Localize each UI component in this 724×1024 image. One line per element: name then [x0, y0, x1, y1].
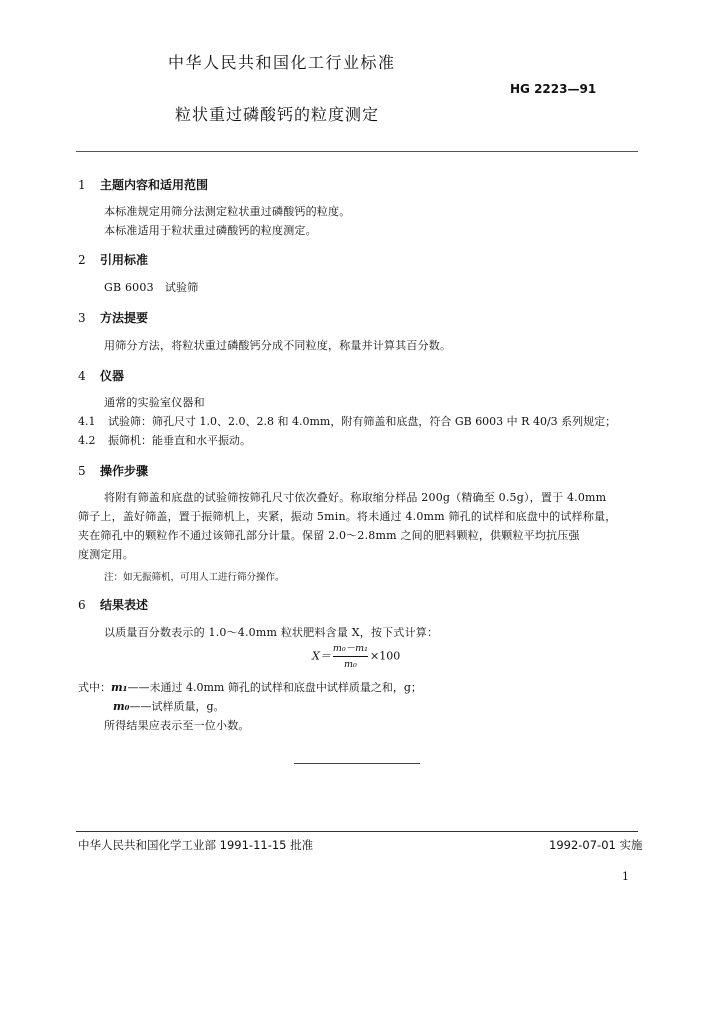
- footer-divider: [76, 831, 638, 832]
- formula-denominator: m₀: [344, 659, 357, 670]
- section-5-note: 注：如无振筛机，可用人工进行筛分操作。: [104, 572, 285, 583]
- section-title: 主题内容和适用范围: [100, 178, 209, 192]
- variable-definition-m1: [78, 679, 422, 695]
- section-title: 操作步骤: [100, 464, 149, 478]
- variable-description: ——试样质量，g。: [129, 700, 225, 713]
- page-number: 1: [622, 870, 629, 883]
- section-4-heading: [78, 367, 124, 384]
- item-number: 4.2: [78, 434, 96, 447]
- item-4-1: [78, 413, 616, 429]
- variable-definition-m0: [113, 698, 225, 714]
- variable-symbol: m₀: [113, 700, 130, 713]
- referenced-standard: [104, 279, 198, 295]
- where-prefix: 式中：: [78, 681, 111, 694]
- section-number: 2: [78, 253, 86, 267]
- section-number: 6: [78, 598, 86, 612]
- end-of-text-rule: [294, 763, 420, 764]
- item-text: 振筛机：能垂直和水平振动。: [108, 434, 251, 447]
- fraction-bar: [333, 656, 368, 657]
- section-title: 引用标准: [100, 253, 149, 267]
- item-number: 4.1: [78, 415, 96, 428]
- standard-code: HG 2223—91: [510, 82, 597, 96]
- section-number: 4: [78, 369, 86, 383]
- section-number: 1: [78, 178, 86, 192]
- formula-lhs: X＝: [312, 649, 331, 663]
- section-2-heading: [78, 251, 148, 268]
- section-3-heading: [78, 309, 148, 326]
- section-5-heading: [78, 462, 148, 479]
- section-6-paragraph: 以质量百分数表示的 1.0～4.0mm 粒状肥料含量 X，按下式计算：: [104, 626, 439, 639]
- implementation-date: 1992-07-01 实施: [549, 838, 643, 852]
- section-title: 结果表述: [100, 598, 149, 612]
- section-title: 方法提要: [100, 311, 149, 325]
- section-4-intro: 通常的实验室仪器和: [104, 396, 205, 409]
- variable-description: ——未通过 4.0mm 筛孔的试样和底盘中试样质量之和，g；: [127, 681, 422, 694]
- section-number: 5: [78, 464, 86, 478]
- standard-organization: 中华人民共和国化工行业标准: [168, 53, 396, 72]
- item-4-2: [78, 432, 251, 448]
- section-1-paragraph-1: 本标准规定用筛分法测定粒状重过磷酸钙的粒度。: [104, 205, 351, 218]
- section-5-line-3: 夹在筛孔中的颗粒作不通过该筛孔部分计量。保留 2.0～2.8mm 之间的肥料颗粒，供颗粒平均抗压强: [78, 529, 580, 542]
- variable-symbol: m₁: [111, 681, 128, 694]
- formula-numerator: m₀－m₁: [332, 643, 368, 654]
- section-5-line-2: 筛子上，盖好筛盖，置于振筛机上，夹紧，振动 5min。将未通过 4.0mm 筛孔的试样和底盘中的试样称量，: [78, 510, 617, 523]
- item-text: 试验筛：筛孔尺寸 1.0、2.0、2.8 和 4.0mm，附有筛盖和底盘，符合 GB 6003 中 R 40/3 系列规定；: [108, 415, 617, 428]
- calculation-formula: [312, 642, 400, 671]
- formula-rhs: ×100: [369, 649, 401, 663]
- section-5-line-4: 度测定用。: [78, 548, 134, 561]
- section-3-paragraph: 用筛分方法，将粒状重过磷酸钙分成不同粒度，称量并计算其百分数。: [104, 339, 452, 352]
- section-1-paragraph-2: 本标准适用于粒状重过磷酸钙的粒度测定。: [104, 224, 317, 237]
- approval-statement: 中华人民共和国化学工业部 1991-11-15 批准: [78, 838, 314, 852]
- section-number: 3: [78, 311, 86, 325]
- document-title: 粒状重过磷酸钙的粒度测定: [175, 105, 380, 124]
- section-6-final-note: 所得结果应表示至一位小数。: [104, 719, 250, 732]
- section-1-heading: [78, 176, 208, 193]
- formula-fraction: [333, 642, 368, 671]
- section-6-heading: [78, 596, 148, 613]
- header-divider: [76, 151, 638, 152]
- section-title: 仪器: [100, 369, 125, 383]
- reference-title: 试验筛: [164, 281, 199, 294]
- reference-code: GB 6003: [104, 281, 154, 294]
- section-5-line-1: 将附有筛盖和底盘的试验筛按筛孔尺寸依次叠好。称取缩分样品 200g（精确至 0.5g），置于 4.0mm: [104, 491, 607, 504]
